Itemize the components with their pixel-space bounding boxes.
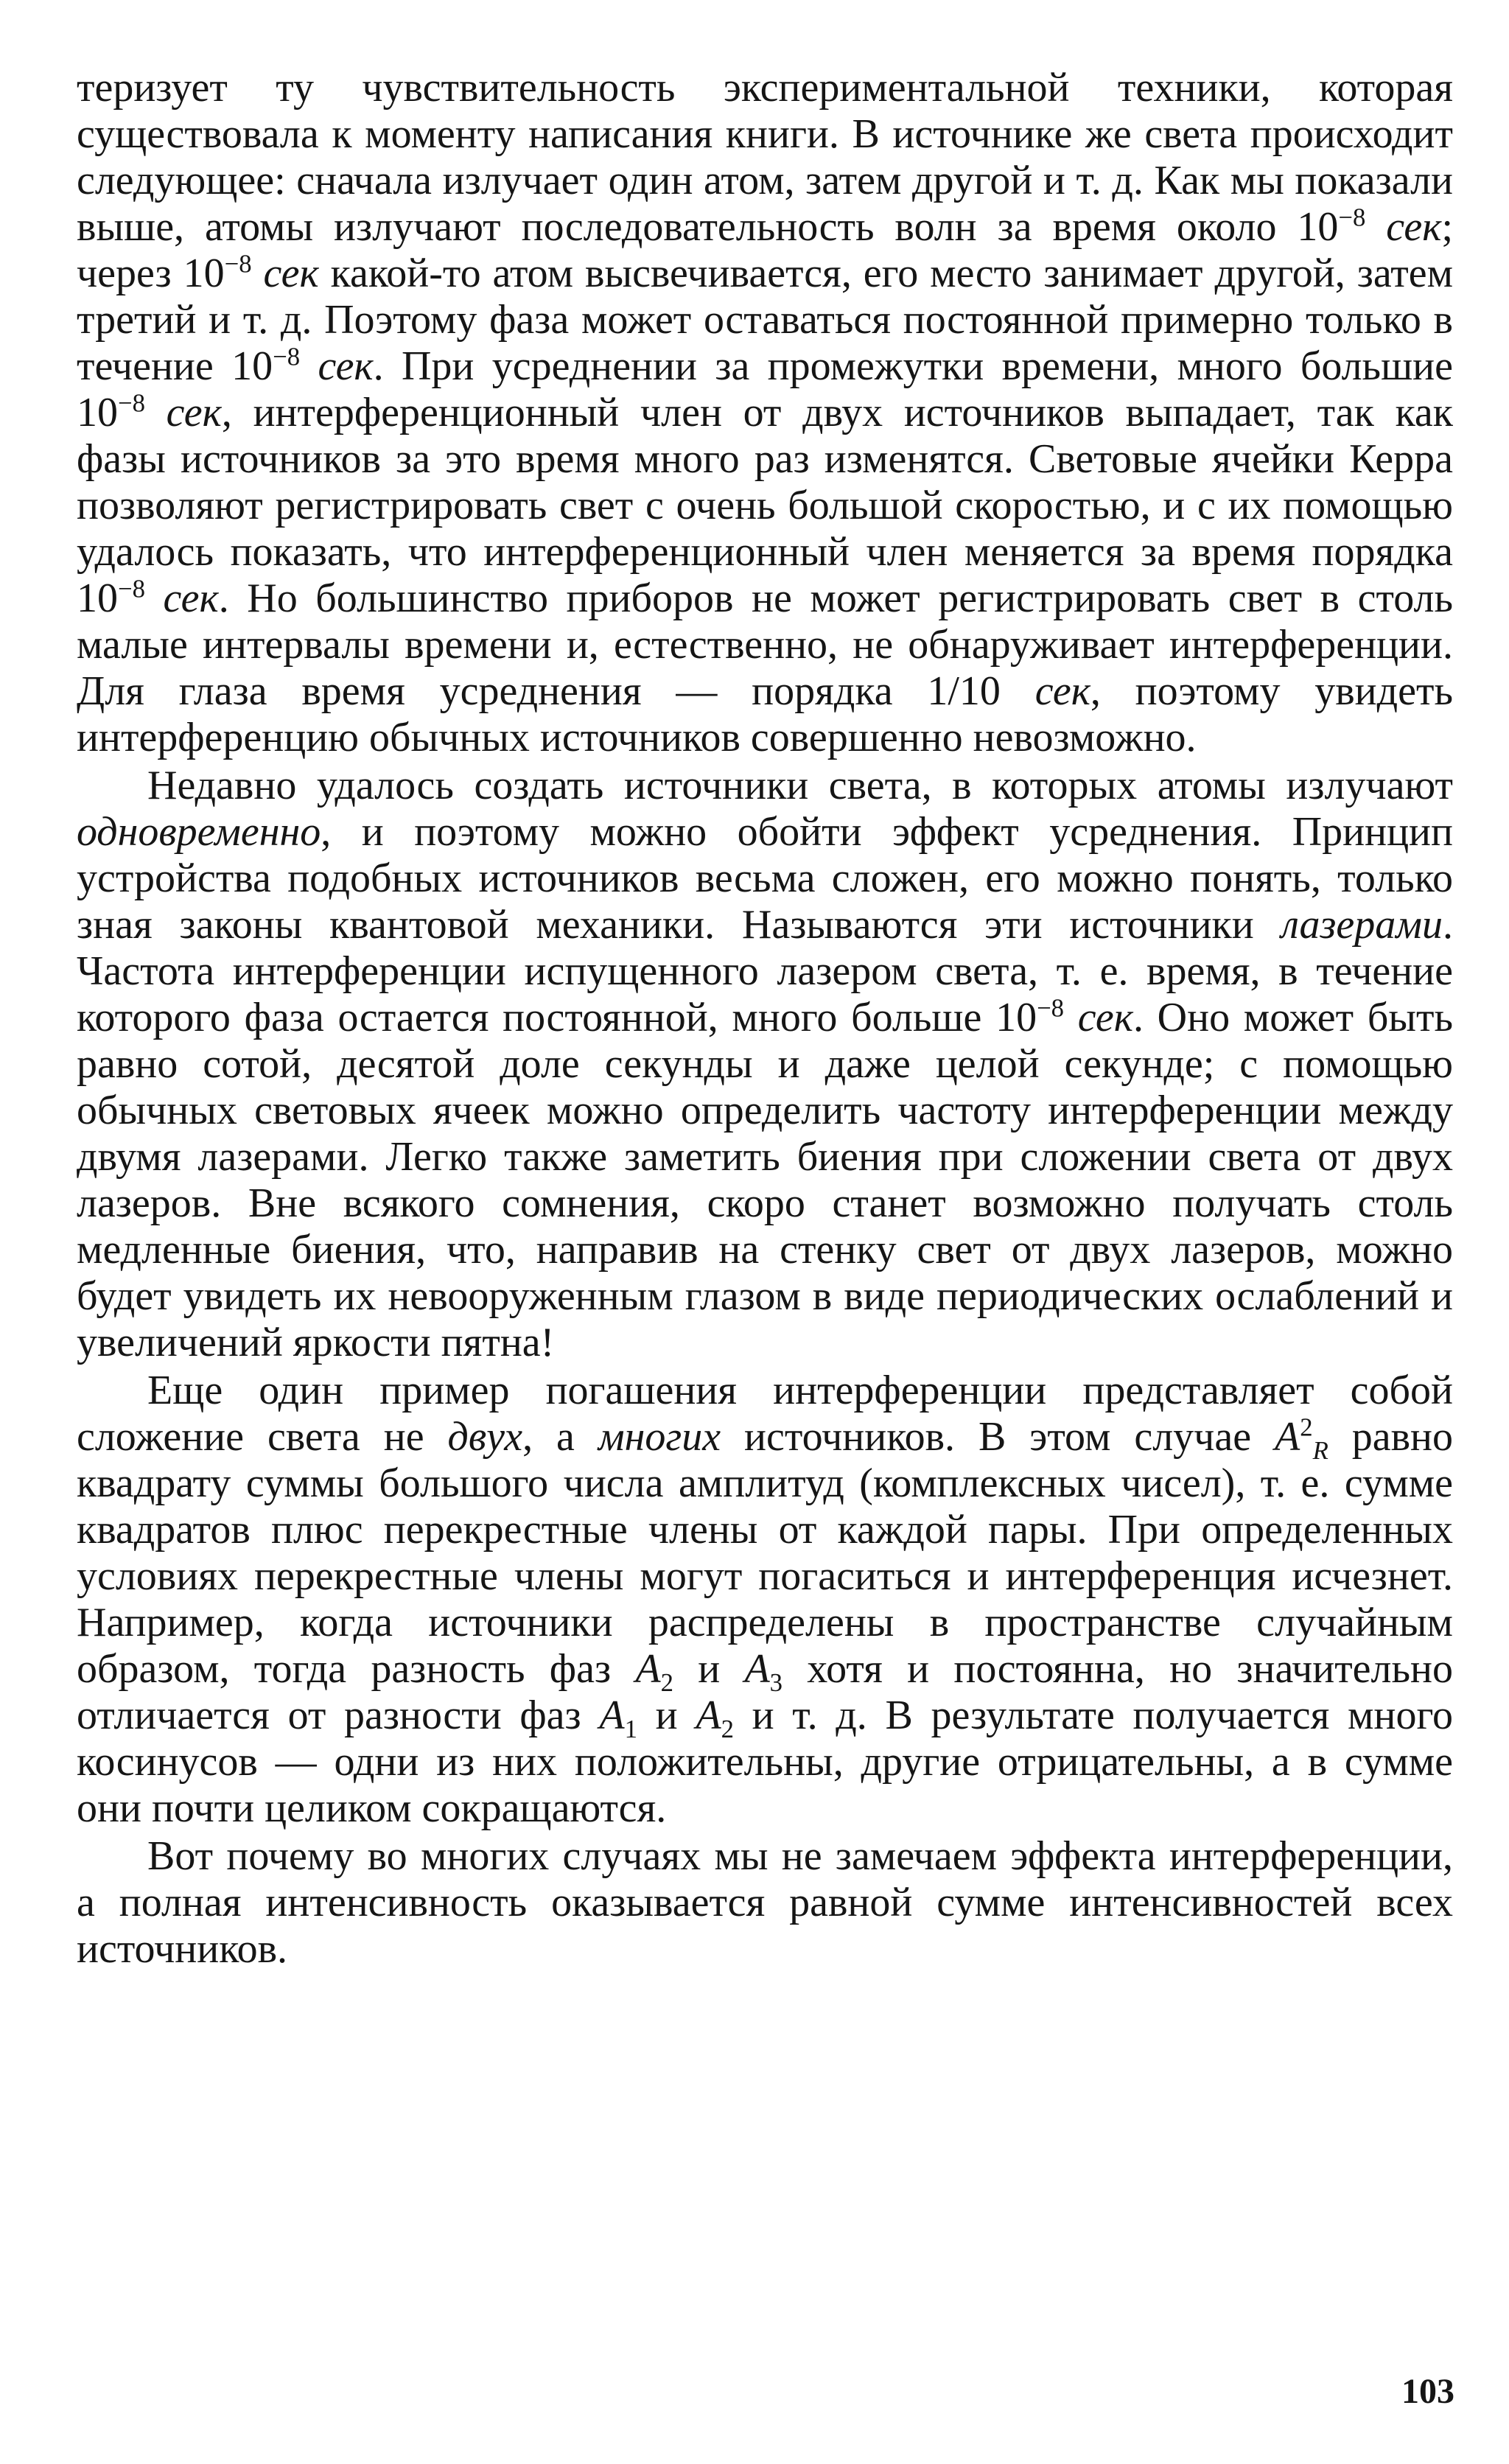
text-run: и т. д. В результате получается много косинусов — одни из них положительны, другие отрицательны, а в сумме они почти целиком сокращаются. xyxy=(77,1693,1454,1831)
superscript: −8 xyxy=(224,249,252,279)
text-run: , а xyxy=(522,1414,598,1460)
italic-text: A xyxy=(599,1693,625,1738)
text-run: равно квадрату суммы большого числа амплитуд (комплексных чисел), т. е. сумме квадратов плюс перекрестные члены от каждой пары. При определенных условиях перекрестные члены могут погаситься и интерференция исчезнет. Например, когда источники распределены в пространстве случайным образом, тогда разность фаз xyxy=(77,1414,1454,1692)
paragraph-1 xyxy=(77,65,1453,761)
subscript: 3 xyxy=(769,1668,783,1698)
italic-text: сек xyxy=(1077,995,1133,1040)
italic-text: сек xyxy=(263,251,319,296)
italic-text: сек xyxy=(166,390,222,435)
text-run: и xyxy=(637,1693,696,1738)
italic-text: A xyxy=(1275,1414,1300,1460)
italic-text: сек xyxy=(1034,668,1090,714)
text-run: ; через 10 xyxy=(77,204,1453,296)
paragraph-2 xyxy=(77,763,1453,1366)
text-run: Вот почему во многих случаях мы не замечаем эффекта интерференции, а полная интенсивность оказывается равной сумме интенсивностей всех источников. xyxy=(77,1833,1453,1972)
superscript: 2 xyxy=(1300,1413,1313,1442)
text-run: теризует ту чувствительность экспериментальной техники, которая существовала к моменту написания книги. В источнике же света происходит следующее: сначала излучает один атом, затем другой и т. д. Как мы показали выше, атомы излучают последовательность волн за время около 10 xyxy=(77,65,1453,250)
superscript: −8 xyxy=(273,342,301,371)
text-run: Недавно удалось создать источники света, в которых атомы излучают xyxy=(147,763,1453,808)
text-run: . Оно может быть равно сотой, десятой доле секунды и даже целой секунде; с помощью обычных световых ячеек можно определить частоту интерференции между двумя лазерами. Легко также заметить биения при сложении света от двух лазеров. Вне всякого сомнения, скоро станет возможно получать столь медленные биения, что, направив на стенку свет от двух лазеров, можно будет увидеть их невооруженным глазом в виде периодических ослаблений и увеличений яркости пятна! xyxy=(77,995,1453,1365)
text-run: . Но большинство приборов не может регистрировать свет в столь малые интервалы времени и, естественно, не обнаруживает интерференции. Для глаза время усреднения — порядка 1/10 xyxy=(77,575,1453,714)
subscript: 2 xyxy=(660,1668,673,1698)
text-run: . При усреднении за промежутки времени, много большие 10 xyxy=(77,343,1454,435)
italic-text: одновременно xyxy=(77,809,321,855)
italic-text: сек xyxy=(163,575,219,621)
page-body xyxy=(77,65,1453,1973)
text-run xyxy=(252,251,264,296)
text-run xyxy=(145,390,167,435)
subscript: 1 xyxy=(624,1715,637,1744)
text-run xyxy=(1064,995,1078,1040)
text-run xyxy=(1365,204,1386,250)
italic-text: A xyxy=(696,1693,721,1738)
page-number: 103 xyxy=(1401,2372,1454,2411)
italic-text: A xyxy=(744,1646,770,1692)
text-run: , поэтому увидеть интерференцию обычных источников совершенно невозможно. xyxy=(77,668,1454,760)
paragraph-4 xyxy=(77,1833,1453,1973)
text-run: , интерференционный член от двух источников выпадает, так как фазы источников за это время много раз изменятся. Световые ячейки Керра позволяют регистрировать свет с очень большой скоростью, и с их помощью удалось показать, что интерференционный член меняется за время порядка 10 xyxy=(77,390,1453,621)
superscript: −8 xyxy=(118,388,145,418)
italic-text: лазерами xyxy=(1281,902,1443,948)
text-run: . Частота интерференции испущенного лазером света, т. е. время, в течение которого фаза остается постоянной, много больше 10 xyxy=(77,902,1453,1040)
subscript: R xyxy=(1312,1436,1328,1466)
text-run xyxy=(300,343,318,389)
subscript: 2 xyxy=(721,1715,734,1744)
superscript: −8 xyxy=(118,574,145,603)
text-run: хотя и постоянна, но значительно отличается от разности фаз xyxy=(77,1646,1453,1738)
text-run: Еще один пример погашения интерференции представляет собой сложение света не xyxy=(77,1368,1453,1460)
text-run: и xyxy=(673,1646,745,1692)
text-run: , и поэтому можно обойти эффект усреднения. Принцип устройства подобных источников весьма сложен, его можно понять, только зная законы квантовой механики. Называются эти источники xyxy=(77,809,1453,948)
superscript: −8 xyxy=(1037,993,1065,1023)
italic-text: многих xyxy=(598,1414,721,1460)
text-run: какой-то атом высвечивается, его место занимает другой, затем третий и т. д. Поэтому фаза может оставаться постоянной примерно только в течение 10 xyxy=(77,251,1454,389)
italic-text: сек xyxy=(318,343,374,389)
text-run xyxy=(145,575,164,621)
paragraph-3 xyxy=(77,1368,1453,1832)
italic-text: двух xyxy=(447,1414,523,1460)
italic-text: A xyxy=(635,1646,661,1692)
text-run: источников. В этом случае xyxy=(721,1414,1275,1460)
italic-text: сек xyxy=(1386,204,1442,250)
superscript: −8 xyxy=(1338,203,1366,232)
